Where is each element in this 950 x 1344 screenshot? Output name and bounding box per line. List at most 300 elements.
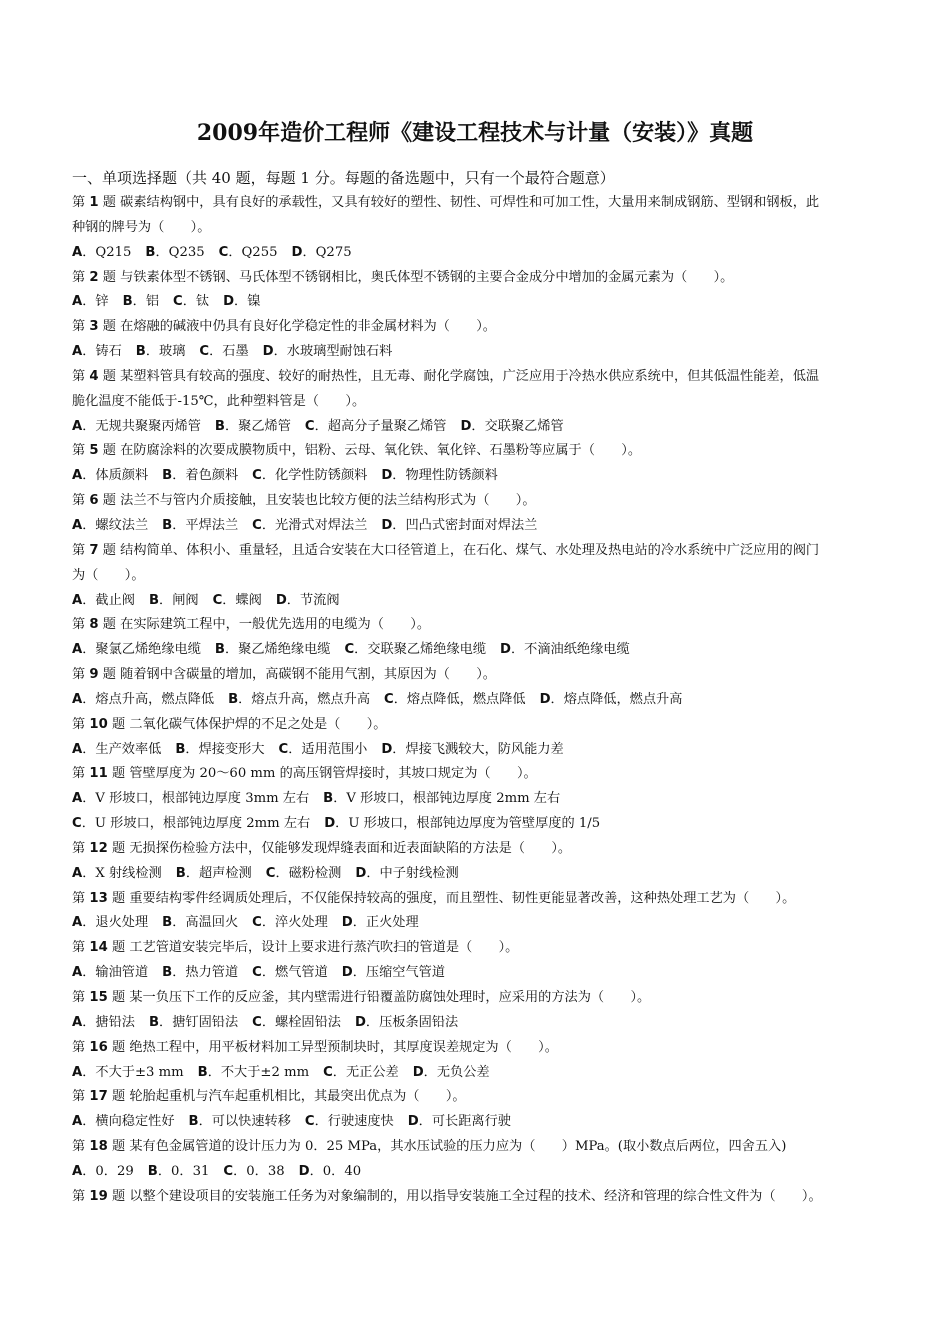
option-text: 输油管道 <box>95 965 149 981</box>
option-text: 镍 <box>247 294 261 310</box>
option-a: A．不大于±3 mm <box>72 1064 184 1080</box>
question-text: 碳素结构钢中，具有良好的承载性，又具有较好的塑性、韧性、可焊性和可加工性，大量用来制成钢筋、型钢和钢板，此 <box>120 195 820 210</box>
option-d: D．物理性防锈颜料 <box>381 468 498 484</box>
question-number-value: 11 <box>89 766 108 782</box>
answer-options <box>72 589 892 614</box>
option-c: C．无正公差 <box>323 1064 399 1080</box>
option-c: C．螺栓固铅法 <box>252 1014 341 1030</box>
option-text: 中子射线检测 <box>379 865 459 881</box>
question-stem <box>72 266 892 291</box>
option-letter: B <box>214 642 225 658</box>
option-text: X 射线检测 <box>95 865 162 881</box>
option-letter: D <box>381 741 393 757</box>
option-letter: A <box>72 592 83 608</box>
option-c: C．蝶阀 <box>212 592 262 608</box>
option-text: V 形坡口，根部钝边厚度 3mm 左右 <box>95 791 310 807</box>
option-b: B．高温回火 <box>162 915 239 931</box>
question-stem <box>72 1185 892 1210</box>
option-b: B．超声检测 <box>175 865 252 881</box>
option-a: A．搪铅法 <box>72 1014 135 1030</box>
option-letter: B <box>148 592 160 608</box>
option-c: C．U 形坡口，根部钝边厚度 2mm 左右 <box>72 816 311 832</box>
question-number-value: 19 <box>89 1188 108 1204</box>
option-d: D．0．40 <box>298 1163 362 1179</box>
option-letter: C <box>252 517 262 533</box>
question-list <box>72 191 892 1210</box>
option-text: 行驶速度快 <box>327 1114 394 1130</box>
option-letter: D <box>262 344 274 360</box>
option-text: Q255 <box>241 244 278 260</box>
option-d: D．中子射线检测 <box>355 865 459 881</box>
option-text: 热力管道 <box>185 965 239 981</box>
option-letter: C <box>265 865 276 881</box>
option-d: D．无负公差 <box>412 1064 490 1080</box>
option-letter: C <box>384 691 394 707</box>
option-b: B．铝 <box>122 294 160 310</box>
question-text-continued: 种钢的牌号为（ ）。 <box>72 219 211 235</box>
option-b: B．焊接变形大 <box>175 741 265 757</box>
question-number-value: 14 <box>89 940 108 956</box>
question-number-value: 4 <box>89 368 99 384</box>
option-letter: D <box>381 468 393 484</box>
question-number: 第 4 题 <box>72 368 121 384</box>
option-text: 凹凸式密封面对焊法兰 <box>405 517 538 533</box>
option-letter: B <box>147 1163 158 1179</box>
option-b: B．聚乙烯管 <box>214 418 291 434</box>
question-text: 轮胎起重机与汽车起重机相比，其最突出优点为（ ）。 <box>129 1089 466 1105</box>
option-text: 闸阀 <box>172 592 199 608</box>
option-letter: C <box>304 418 315 434</box>
option-text: 体质颜料 <box>95 468 149 484</box>
option-letter: D <box>341 965 353 981</box>
question-stem <box>72 936 892 961</box>
option-letter: D <box>407 1114 419 1130</box>
question-number: 第 5 题 <box>72 443 121 459</box>
option-text: 聚乙烯绝缘电缆 <box>238 642 331 658</box>
option-a: A．螺纹法兰 <box>72 517 149 533</box>
option-c: C．适用范围小 <box>278 741 368 757</box>
option-c: C．光滑式对焊法兰 <box>252 517 368 533</box>
option-c: C．燃气管道 <box>252 965 328 981</box>
question-number-value: 18 <box>89 1139 108 1155</box>
option-letter: D <box>291 244 303 260</box>
answer-options <box>72 464 892 489</box>
option-letter: D <box>298 1163 310 1179</box>
option-text: 无负公差 <box>436 1064 490 1080</box>
option-text: U 形坡口，根部钝边厚度为管壁厚度的 1/5 <box>348 816 601 832</box>
question-stem <box>72 887 892 912</box>
option-letter: D <box>223 294 235 310</box>
option-letter: C <box>252 468 262 484</box>
option-a: A．X 射线检测 <box>72 865 162 881</box>
option-letter: A <box>72 691 83 707</box>
option-letter: C <box>218 244 229 260</box>
option-letter: C <box>323 1064 333 1080</box>
option-text: 可长距离行驶 <box>431 1114 511 1130</box>
option-text: 无正公差 <box>345 1064 399 1080</box>
question-stem <box>72 837 892 862</box>
option-c: C．化学性防锈颜料 <box>252 468 368 484</box>
question-text: 随着钢中含碳量的增加，高碳钢不能用气割，其原因为（ ）。 <box>120 667 496 683</box>
option-letter: C <box>252 915 262 931</box>
answer-options <box>72 290 892 315</box>
option-text: 搪铅法 <box>95 1014 135 1030</box>
option-text: 聚乙烯管 <box>238 418 291 434</box>
question-stem <box>72 1036 892 1061</box>
option-letter: A <box>72 1163 83 1179</box>
option-c: C．Q255 <box>218 244 278 260</box>
option-letter: A <box>72 344 83 360</box>
question-number-value: 10 <box>89 716 108 732</box>
question-number-value: 9 <box>89 667 99 683</box>
option-text: 压板条固铅法 <box>379 1014 459 1030</box>
option-text: 0．40 <box>322 1163 362 1179</box>
question-number: 第 9 题 <box>72 667 121 683</box>
option-b: B．聚乙烯绝缘电缆 <box>214 642 331 658</box>
option-a: A．输油管道 <box>72 965 149 981</box>
option-a: A．生产效率低 <box>72 741 162 757</box>
option-b: B．不大于±2 mm <box>197 1064 310 1080</box>
question-number-value: 17 <box>89 1089 108 1105</box>
option-text: 石墨 <box>222 344 249 360</box>
section-heading: 一、单项选择题（共 40 题，每题 1 分。每题的备选题中，只有一个最符合题意） <box>72 169 615 187</box>
option-letter: B <box>122 294 133 310</box>
option-letter: A <box>72 865 83 881</box>
question-number: 第 13 题 <box>72 890 130 906</box>
option-text: 钛 <box>195 294 210 310</box>
answer-options <box>72 1061 892 1086</box>
option-b: B．着色颜料 <box>162 468 239 484</box>
option-c: C．行驶速度快 <box>304 1114 394 1130</box>
question-stem <box>72 365 892 390</box>
option-letter: C <box>223 1163 234 1179</box>
option-text: 熔点升高，燃点降低 <box>95 691 215 707</box>
option-d: D．压缩空气管道 <box>341 965 446 981</box>
option-text: V 形坡口，根部钝边厚度 2mm 左右 <box>346 791 561 807</box>
option-text: 生产效率低 <box>95 741 162 757</box>
option-b: B．平焊法兰 <box>162 517 239 533</box>
option-letter: A <box>72 1064 83 1080</box>
answer-options <box>72 638 892 663</box>
question-stem <box>72 539 892 564</box>
option-letter: D <box>539 691 551 707</box>
question-stem <box>72 762 892 787</box>
option-letter: B <box>145 244 156 260</box>
option-text: 锌 <box>95 294 109 310</box>
question-text: 工艺管道安装完毕后，设计上要求进行蒸汽吹扫的管道是（ ）。 <box>129 940 519 956</box>
option-text: 横向稳定性好 <box>95 1114 175 1130</box>
option-d: D．压板条固铅法 <box>354 1014 459 1030</box>
option-text: Q215 <box>95 244 132 260</box>
option-a: A．熔点升高，燃点降低 <box>72 691 215 707</box>
option-text: 适用范围小 <box>301 741 368 757</box>
question-number: 第 11 题 <box>72 766 130 782</box>
answer-options <box>72 340 892 365</box>
option-b: B．热力管道 <box>162 965 239 981</box>
question-number-value: 12 <box>89 840 108 856</box>
question-number-value: 3 <box>89 319 99 335</box>
option-b: B．搪钉固铅法 <box>148 1014 239 1030</box>
option-text: 可以快速转移 <box>211 1114 291 1130</box>
answer-options <box>72 241 892 266</box>
option-b: B．V 形坡口，根部钝边厚度 2mm 左右 <box>323 791 561 807</box>
question-number-value: 15 <box>89 990 108 1005</box>
option-letter: C <box>212 592 223 608</box>
option-c: C．0．38 <box>223 1163 285 1179</box>
option-d: D．焊接飞溅较大，防风能力差 <box>381 741 564 757</box>
answer-options <box>72 415 892 440</box>
question-text: 在防腐涂料的次要成膜物质中，铝粉、云母、氧化铁、氧化锌、石墨粉等应属于（ ）。 <box>120 443 642 459</box>
option-letter: B <box>175 865 186 881</box>
option-text: 磁粉检测 <box>288 865 342 881</box>
option-letter: A <box>72 741 83 757</box>
question-number-value: 7 <box>89 542 99 558</box>
answer-options <box>72 787 892 812</box>
option-b: B．玻璃 <box>135 344 186 360</box>
option-text: 0．29 <box>95 1163 134 1179</box>
option-letter: D <box>324 816 336 832</box>
option-text: 0．38 <box>246 1163 285 1179</box>
option-c: C．交联聚乙烯绝缘电缆 <box>344 642 487 658</box>
option-c: C．磁粉检测 <box>265 865 342 881</box>
option-d: D．镍 <box>223 294 261 310</box>
option-text: 无规共聚聚丙烯管 <box>95 418 201 434</box>
option-letter: D <box>275 592 287 608</box>
option-text: U 形坡口，根部钝边厚度 2mm 左右 <box>94 816 311 832</box>
question-text: 在熔融的碱液中仍具有良好化学稳定性的非金属材料为（ ）。 <box>120 319 496 335</box>
answer-options <box>72 911 892 936</box>
question-text: 某塑料管具有较高的强度、较好的耐热性，且无毒、耐化学腐蚀，广泛应用于冷热水供应系统中，但其低温性能差，低温 <box>120 368 820 384</box>
question-number: 第 3 题 <box>72 319 121 335</box>
option-letter: C <box>173 294 183 310</box>
option-text: 水玻璃型耐蚀石料 <box>286 344 393 360</box>
option-text: 铝 <box>145 294 160 310</box>
question-number: 第 1 题 <box>72 195 121 210</box>
option-text: 交联聚乙烯绝缘电缆 <box>367 642 487 658</box>
question-text: 某一负压下工作的反应釜，其内壁需进行铅覆盖防腐蚀处理时，应采用的方法为（ ）。 <box>129 990 651 1005</box>
option-a: A．退火处理 <box>72 915 149 931</box>
option-letter: A <box>72 915 83 931</box>
question-number: 第 7 题 <box>72 542 121 558</box>
option-d: D．不滴油纸绝缘电缆 <box>500 642 630 658</box>
question-number: 第 2 题 <box>72 269 121 285</box>
option-text: 玻璃 <box>159 344 186 360</box>
option-a: A．截止阀 <box>72 592 135 608</box>
question-stem <box>72 713 892 738</box>
question-number: 第 15 题 <box>72 990 130 1005</box>
option-text: 节流阀 <box>299 592 340 608</box>
question-number: 第 17 题 <box>72 1089 130 1105</box>
question-number-value: 8 <box>89 617 99 633</box>
option-letter: A <box>72 294 83 310</box>
option-letter: B <box>323 791 334 807</box>
question-number-value: 16 <box>89 1039 108 1055</box>
option-letter: D <box>354 1014 366 1030</box>
option-b: B．Q235 <box>145 244 205 260</box>
option-text: 焊接飞溅较大，防风能力差 <box>405 741 564 757</box>
option-text: 着色颜料 <box>185 468 239 484</box>
option-a: A．V 形坡口，根部钝边厚度 3mm 左右 <box>72 791 310 807</box>
option-d: D．节流阀 <box>275 592 340 608</box>
option-a: A．铸石 <box>72 344 122 360</box>
option-text: 不大于±3 mm <box>95 1064 184 1080</box>
option-text: 平焊法兰 <box>185 517 239 533</box>
question-text: 重要结构零件经调质处理后，不仅能保持较高的强度，而且塑性、韧性更能显著改善，这种热处理工艺为（ ）。 <box>129 890 796 906</box>
option-c: C．钛 <box>173 294 210 310</box>
option-letter: B <box>214 418 225 434</box>
option-c: C．超高分子量聚乙烯管 <box>304 418 447 434</box>
option-letter: B <box>162 965 173 981</box>
question-stem <box>72 663 892 688</box>
option-d: D．凹凸式密封面对焊法兰 <box>381 517 538 533</box>
option-c: C．淬火处理 <box>252 915 328 931</box>
question-text: 无损探伤检验方法中，仅能够发现焊缝表面和近表面缺陷的方法是（ ）。 <box>129 840 572 856</box>
option-c: C．石墨 <box>199 344 249 360</box>
option-letter: B <box>228 691 239 707</box>
option-a: A．横向稳定性好 <box>72 1114 175 1130</box>
option-letter: A <box>72 791 83 807</box>
answer-options <box>72 961 892 986</box>
option-text: 燃气管道 <box>275 965 328 981</box>
question-stem <box>72 191 892 216</box>
option-text: 超高分子量聚乙烯管 <box>327 418 447 434</box>
question-stem <box>72 1135 892 1160</box>
answer-options <box>72 688 892 713</box>
option-a: A．体质颜料 <box>72 468 149 484</box>
option-text: 熔点降低，燃点降低 <box>406 691 526 707</box>
question-text: 结构简单、体积小、重量轻，且适合安装在大口径管道上，在石化、煤气、水处理及热电站的冷水系统中广泛应用的阀门 <box>120 542 820 558</box>
question-number-value: 2 <box>89 269 99 285</box>
option-text: 淬火处理 <box>275 915 328 931</box>
option-text: 焊接变形大 <box>198 741 265 757</box>
option-letter: C <box>252 965 262 981</box>
question-number: 第 12 题 <box>72 840 130 856</box>
option-d: D．正火处理 <box>341 915 419 931</box>
option-b: B．可以快速转移 <box>188 1114 291 1130</box>
question-number: 第 10 题 <box>72 716 130 732</box>
option-a: A．0．29 <box>72 1163 134 1179</box>
option-letter: B <box>197 1064 208 1080</box>
option-letter: D <box>500 642 511 658</box>
option-text: 熔点升高，燃点升高 <box>251 691 371 707</box>
option-letter: B <box>162 517 173 533</box>
question-text: 法兰不与管内介质接触，且安装也比较方便的法兰结构形式为（ ）。 <box>120 493 536 509</box>
option-text: 压缩空气管道 <box>365 965 446 981</box>
option-d: D．可长距离行驶 <box>407 1114 511 1130</box>
option-text: 光滑式对焊法兰 <box>275 517 368 533</box>
option-a: A．Q215 <box>72 244 132 260</box>
question-number-value: 5 <box>89 443 99 459</box>
question-text-continued: 脆化温度不能低于-15℃，此种塑料管是（ ）。 <box>72 393 366 409</box>
question-number: 第 8 题 <box>72 617 121 633</box>
answer-options <box>72 812 892 837</box>
option-letter: B <box>135 344 146 360</box>
option-text: 高温回火 <box>185 915 239 931</box>
option-d: D．Q275 <box>291 244 352 260</box>
answer-options <box>72 1160 892 1185</box>
question-stem <box>72 1085 892 1110</box>
option-text: 化学性防锈颜料 <box>275 468 368 484</box>
option-text: 超声检测 <box>199 865 252 881</box>
option-d: D．熔点降低，燃点升高 <box>539 691 683 707</box>
option-text: 螺纹法兰 <box>95 517 149 533</box>
option-c: C．熔点降低，燃点降低 <box>384 691 526 707</box>
option-letter: D <box>341 915 353 931</box>
option-letter: A <box>72 642 83 658</box>
answer-options <box>72 862 892 887</box>
question-text: 二氧化碳气体保护焊的不足之处是（ ）。 <box>129 716 387 732</box>
option-letter: D <box>460 418 472 434</box>
option-letter: C <box>344 642 355 658</box>
option-text: 截止阀 <box>95 592 135 608</box>
option-b: B．0．31 <box>147 1163 210 1179</box>
question-text: 绝热工程中，用平板材料加工异型预制块时，其厚度误差规定为（ ）。 <box>129 1039 558 1055</box>
option-b: B．熔点升高，燃点升高 <box>228 691 371 707</box>
option-text: 聚氯乙烯绝缘电缆 <box>95 642 201 658</box>
question-number: 第 19 题 <box>72 1188 130 1204</box>
option-letter: A <box>72 244 83 260</box>
question-number: 第 18 题 <box>72 1139 130 1155</box>
question-text: 某有色金属管道的设计压力为 0．25 MPa，其水压试验的压力应为（ ）MPa。(取小数点后两位，四舍五入) <box>129 1139 787 1155</box>
question-stem <box>72 439 892 464</box>
option-letter: D <box>412 1064 424 1080</box>
question-number: 第 14 题 <box>72 940 130 956</box>
option-text: 不大于±2 mm <box>220 1064 310 1080</box>
question-number-value: 13 <box>89 890 108 906</box>
page-title: 2009年造价工程师《建设工程技术与计量（安装）》真题 <box>196 120 754 146</box>
option-d: D．水玻璃型耐蚀石料 <box>262 344 393 360</box>
question-text: 在实际建筑工程中，一般优先选用的电缆为（ ）。 <box>120 617 431 633</box>
option-text: Q275 <box>315 244 352 260</box>
question-text: 与铁素体型不锈钢、马氏体型不锈钢相比，奥氏体型不锈钢的主要合金成分中增加的金属元素为（ ）。 <box>120 269 734 285</box>
option-letter: C <box>252 1014 262 1030</box>
question-number: 第 16 题 <box>72 1039 130 1055</box>
question-text: 管壁厚度为 20～60 mm 的高压钢管焊接时，其坡口规定为（ ）。 <box>129 766 537 782</box>
option-letter: A <box>72 517 83 533</box>
option-letter: A <box>72 418 83 434</box>
question-text: 以整个建设项目的安装施工任务为对象编制的，用以指导安装施工全过程的技术、经济和管理的综合性文件为（ ）。 <box>129 1188 822 1204</box>
option-a: A．聚氯乙烯绝缘电缆 <box>72 642 201 658</box>
option-d: D．交联聚乙烯管 <box>460 418 564 434</box>
option-text: 正火处理 <box>365 915 419 931</box>
option-letter: D <box>355 865 367 881</box>
option-text: 铸石 <box>95 344 122 360</box>
question-stem <box>72 489 892 514</box>
question-stem <box>72 986 892 1011</box>
option-text: 物理性防锈颜料 <box>405 468 498 484</box>
option-text: 螺栓固铅法 <box>275 1014 341 1030</box>
question-stem <box>72 613 892 638</box>
option-text: 不滴油纸绝缘电缆 <box>524 642 630 658</box>
option-a: A．无规共聚聚丙烯管 <box>72 418 201 434</box>
option-letter: B <box>162 468 173 484</box>
option-letter: B <box>175 741 186 757</box>
option-text: 退火处理 <box>95 915 149 931</box>
option-letter: D <box>381 517 393 533</box>
option-d: D．U 形坡口，根部钝边厚度为管壁厚度的 1/5 <box>324 816 601 832</box>
option-letter: C <box>304 1114 315 1130</box>
option-text: 蝶阀 <box>235 592 262 608</box>
option-letter: B <box>148 1014 160 1030</box>
option-letter: A <box>72 1114 83 1130</box>
option-text: 交联聚乙烯管 <box>484 418 564 434</box>
option-text: 0．31 <box>171 1163 210 1179</box>
question-number-value: 1 <box>89 195 99 210</box>
option-letter: B <box>188 1114 199 1130</box>
option-letter: A <box>72 1014 83 1030</box>
option-letter: C <box>199 344 210 360</box>
option-text: 熔点降低，燃点升高 <box>563 691 683 707</box>
